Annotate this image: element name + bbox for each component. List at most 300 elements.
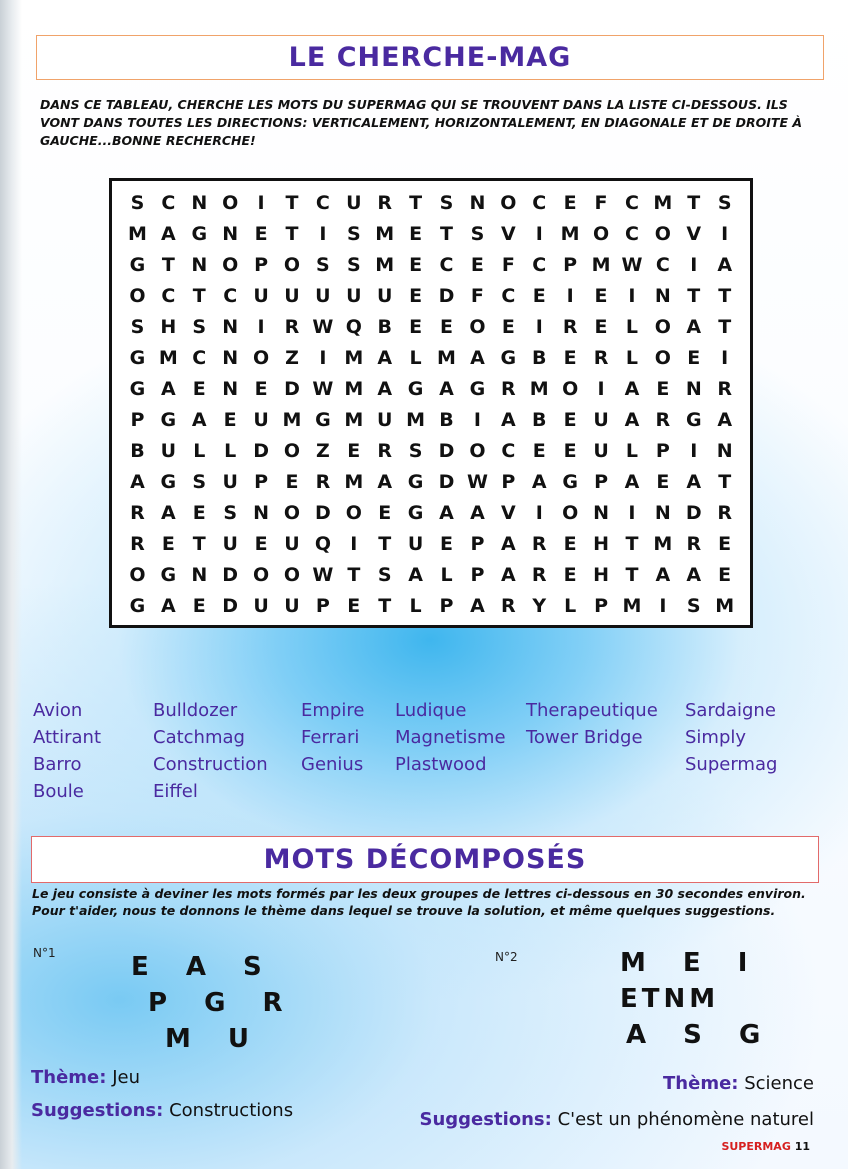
grid-cell: V: [500, 222, 516, 245]
grid-cell: T: [161, 253, 175, 276]
grid-cell: E: [532, 439, 546, 462]
grid-cell: D: [222, 563, 239, 586]
mots-decomposes-title: MOTS DÉCOMPOSÉS: [263, 844, 587, 875]
grid-cell: D: [438, 284, 455, 307]
grid-cell: Q: [314, 532, 331, 555]
grid-cell: G: [500, 346, 517, 369]
puzzle1-sugg-value: Constructions: [169, 1100, 294, 1121]
grid-cell: P: [563, 253, 578, 276]
puzzle2-number: N°2: [495, 950, 518, 964]
grid-cell: A: [500, 563, 516, 586]
grid-cell: C: [161, 191, 176, 214]
cherche-mag-instructions: DANS CE TABLEAU, CHERCHE LES MOTS DU SUPERMAG QUI SE TROUVENT DANS LA LISTE CI-DESSOUS. ILS VONT DANS TOUTES LES DIRECTIONS: VERTICALEMENT, HORIZONTALEMENT, EN DIAGONALE ET DE DROITE À GAUCHE...BONNE RECHERCHE!: [40, 97, 803, 148]
grid-cell: I: [659, 594, 667, 617]
cherche-mag-banner: [36, 35, 824, 80]
grid-cell: G: [160, 408, 177, 431]
grid-cell: T: [285, 191, 299, 214]
grid-cell: E: [409, 253, 423, 276]
grid-cell: D: [438, 439, 455, 462]
grid-cell: G: [160, 563, 177, 586]
grid-cell: U: [315, 284, 331, 307]
grid-cell: N: [469, 191, 486, 214]
grid-cell: M: [344, 408, 364, 431]
grid-cell: G: [315, 408, 331, 431]
grid-row: [122, 342, 740, 373]
word-list-column: [526, 697, 658, 751]
grid-row: [122, 497, 740, 528]
word-list-item: Boule: [33, 781, 84, 802]
grid-cell: C: [315, 191, 330, 214]
grid-cell: A: [130, 470, 145, 493]
grid-row: [122, 528, 740, 559]
word-list-column: [395, 697, 506, 778]
cherche-mag-title: LE CHERCHE-MAG: [288, 42, 572, 73]
word-list-column: [685, 697, 777, 778]
grid-cell: U: [284, 594, 300, 617]
grid-row: [122, 311, 740, 342]
grid-cell: O: [562, 501, 579, 524]
grid-cell: E: [594, 315, 608, 338]
page-binding: [0, 0, 22, 1169]
grid-cell: S: [377, 563, 392, 586]
grid-cell: U: [407, 532, 424, 555]
grid-cell: O: [283, 439, 301, 462]
word-list-item: Barro: [33, 754, 82, 775]
grid-cell: T: [409, 191, 423, 214]
grid-cell: A: [686, 563, 702, 586]
grid-cell: S: [223, 501, 238, 524]
grid-cell: G: [129, 594, 146, 617]
grid-cell: L: [409, 594, 422, 617]
grid-cell: L: [625, 315, 638, 338]
grid-row: [122, 280, 740, 311]
grid-cell: R: [686, 532, 702, 555]
word-list-item: Ferrari: [301, 727, 360, 748]
grid-cell: M: [127, 222, 147, 245]
grid-cell: P: [315, 594, 330, 617]
grid-cell: N: [654, 501, 671, 524]
grid-cell: O: [283, 253, 301, 276]
grid-cell: V: [500, 501, 516, 524]
grid-cell: Q: [345, 315, 362, 338]
grid-cell: P: [254, 253, 269, 276]
puzzle1-letters-line3: M U: [165, 1024, 264, 1054]
grid-cell: E: [161, 532, 175, 555]
grid-cell: R: [562, 315, 578, 338]
grid-row: [122, 404, 740, 435]
grid-cell: A: [624, 408, 640, 431]
grid-row: [122, 249, 740, 280]
grid-cell: E: [563, 408, 577, 431]
grid-cell: C: [624, 222, 639, 245]
grid-cell: N: [222, 315, 239, 338]
grid-cell: O: [562, 377, 579, 400]
grid-cell: U: [253, 284, 269, 307]
grid-cell: S: [192, 470, 207, 493]
grid-row: [122, 466, 740, 497]
grid-cell: H: [593, 563, 609, 586]
grid-cell: E: [378, 501, 392, 524]
grid-cell: F: [470, 284, 484, 307]
word-list-item: Catchmag: [153, 727, 245, 748]
word-list-item: Bulldozer: [153, 700, 238, 721]
grid-cell: S: [470, 222, 485, 245]
grid-cell: U: [593, 439, 609, 462]
grid-cell: S: [346, 253, 361, 276]
grid-cell: I: [257, 315, 265, 338]
word-list-item: Construction: [153, 754, 268, 775]
grid-cell: S: [130, 315, 145, 338]
grid-cell: U: [284, 284, 300, 307]
grid-cell: N: [222, 222, 239, 245]
grid-cell: C: [161, 284, 176, 307]
grid-cell: H: [160, 315, 177, 338]
grid-cell: R: [501, 594, 516, 617]
puzzle1-theme: [31, 1067, 140, 1088]
word-list-item: Empire: [301, 700, 365, 721]
grid-cell: E: [594, 284, 608, 307]
grid-cell: B: [130, 439, 145, 462]
grid-row: [122, 559, 740, 590]
grid-cell: C: [532, 253, 547, 276]
footer-brand: SUPERMAG: [721, 1140, 791, 1153]
grid-cell: E: [656, 470, 670, 493]
grid-cell: E: [347, 594, 361, 617]
grid-cell: D: [438, 470, 455, 493]
grid-cell: E: [501, 315, 515, 338]
grid-cell: G: [191, 222, 208, 245]
grid-cell: G: [407, 377, 424, 400]
grid-cell: G: [469, 377, 486, 400]
word-list-item: Attirant: [33, 727, 102, 748]
grid-cell: E: [563, 439, 577, 462]
grid-cell: T: [192, 284, 206, 307]
puzzle2-letters-line3: A S G: [626, 1020, 775, 1050]
grid-cell: S: [346, 222, 361, 245]
grid-cell: M: [653, 191, 673, 214]
grid-cell: I: [473, 408, 481, 431]
grid-cell: F: [594, 191, 608, 214]
grid-cell: A: [655, 563, 671, 586]
puzzle2-theme-label: Thème:: [663, 1073, 739, 1094]
grid-cell: P: [470, 563, 485, 586]
grid-cell: A: [470, 594, 485, 617]
puzzle2-theme: [663, 1073, 814, 1094]
grid-cell: M: [282, 408, 302, 431]
grid-cell: G: [129, 346, 146, 369]
grid-cell: S: [717, 191, 732, 214]
grid-cell: U: [284, 532, 300, 555]
grid-cell: R: [531, 563, 547, 586]
grid-cell: O: [345, 501, 362, 524]
grid-cell: T: [378, 594, 392, 617]
grid-cell: T: [192, 532, 206, 555]
grid-cell: L: [625, 346, 638, 369]
grid-cell: B: [377, 315, 392, 338]
grid-cell: R: [130, 501, 145, 524]
grid-cell: P: [594, 594, 609, 617]
puzzle1-number: N°1: [33, 946, 56, 960]
grid-cell: O: [283, 501, 301, 524]
grid-cell: A: [161, 501, 176, 524]
grid-cell: E: [254, 222, 268, 245]
grid-cell: E: [192, 377, 206, 400]
word-list-column: [33, 697, 101, 805]
grid-cell: E: [440, 532, 453, 555]
puzzle1-theme-label: Thème:: [31, 1067, 107, 1088]
grid-cell: M: [344, 470, 364, 493]
grid-cell: G: [160, 470, 177, 493]
grid-cell: M: [344, 377, 364, 400]
grid-cell: P: [655, 439, 670, 462]
puzzle2-suggestions: [420, 1109, 815, 1130]
puzzle2-letters-line1: M E I: [620, 948, 762, 978]
grid-cell: O: [654, 222, 671, 245]
grid-cell: E: [254, 532, 268, 555]
grid-cell: M: [560, 222, 580, 245]
grid-cell: A: [686, 470, 702, 493]
grid-cell: U: [222, 470, 238, 493]
grid-cell: N: [222, 377, 239, 400]
grid-cell: U: [376, 408, 393, 431]
grid-cell: B: [531, 346, 547, 369]
grid-cell: I: [721, 346, 729, 369]
grid-cell: I: [597, 377, 605, 400]
grid-cell: E: [718, 532, 732, 555]
word-list-item: Magnetisme: [395, 727, 506, 748]
grid-cell: S: [408, 439, 423, 462]
grid-cell: G: [562, 470, 578, 493]
puzzle1-letters-line1: E A S: [131, 952, 276, 982]
grid-cell: R: [377, 439, 393, 462]
grid-cell: A: [161, 222, 176, 245]
grid-cell: C: [501, 284, 516, 307]
puzzle1-letters-line2: P G R: [148, 988, 297, 1018]
grid-cell: M: [591, 253, 611, 276]
grid-cell: U: [222, 532, 238, 555]
grid-cell: E: [223, 408, 237, 431]
grid-cell: I: [319, 222, 327, 245]
grid-cell: E: [563, 563, 577, 586]
grid-cell: R: [284, 315, 300, 338]
grid-cell: U: [593, 408, 609, 431]
grid-cell: O: [469, 439, 486, 462]
grid-cell: M: [344, 346, 364, 369]
word-search-grid: [109, 178, 753, 628]
grid-cell: E: [440, 315, 453, 338]
grid-cell: S: [686, 594, 701, 617]
page-footer: [721, 1140, 810, 1153]
grid-cell: D: [284, 377, 300, 400]
grid-cell: A: [500, 532, 516, 555]
grid-cell: E: [470, 253, 484, 276]
grid-cell: P: [130, 408, 145, 431]
grid-cell: C: [655, 253, 670, 276]
grid-cell: T: [718, 315, 732, 338]
grid-cell: I: [690, 439, 698, 462]
grid-cell: O: [222, 253, 239, 276]
grid-cell: E: [192, 501, 206, 524]
grid-cell: D: [253, 439, 269, 462]
grid-cell: M: [437, 346, 456, 369]
grid-cell: R: [130, 532, 145, 555]
grid-cell: A: [161, 594, 176, 617]
word-list-item: Avion: [33, 700, 83, 721]
grid-cell: Y: [532, 594, 547, 617]
puzzle2-sugg-value: C'est un phénomène naturel: [557, 1109, 814, 1130]
grid-cell: A: [624, 470, 640, 493]
grid-cell: R: [717, 501, 732, 524]
grid-cell: L: [625, 439, 638, 462]
grid-cell: A: [377, 346, 393, 369]
grid-cell: N: [716, 439, 733, 462]
word-list-item: Genius: [301, 754, 364, 775]
grid-cell: S: [316, 253, 330, 276]
grid-cell: U: [376, 284, 393, 307]
grid-cell: G: [129, 253, 146, 276]
mots-decomposes-banner: [31, 836, 819, 883]
grid-cell: I: [628, 501, 636, 524]
grid-cell: O: [592, 222, 610, 245]
grid-cell: A: [408, 563, 423, 586]
grid-cell: U: [346, 284, 362, 307]
grid-cell: E: [656, 377, 670, 400]
grid-cell: P: [254, 470, 269, 493]
grid-cell: A: [377, 377, 393, 400]
grid-cell: M: [622, 594, 642, 617]
grid-cell: D: [222, 594, 239, 617]
grid-cell: P: [470, 532, 485, 555]
grid-cell: U: [160, 439, 177, 462]
word-list-item: Supermag: [685, 754, 778, 775]
grid-cell: I: [350, 532, 358, 555]
grid-cell: E: [563, 532, 577, 555]
grid-cell: N: [253, 501, 270, 524]
grid-cell: E: [409, 284, 423, 307]
puzzle2-theme-value: Science: [744, 1073, 814, 1094]
grid-cell: L: [224, 439, 237, 462]
grid-cell: A: [500, 408, 516, 431]
grid-row: [122, 590, 740, 621]
grid-cell: I: [721, 222, 729, 245]
grid-cell: E: [285, 470, 299, 493]
grid-cell: O: [283, 563, 301, 586]
grid-cell: E: [192, 594, 206, 617]
puzzle2-letters-line2: ETNM: [620, 984, 720, 1014]
grid-cell: P: [439, 594, 454, 617]
grid-cell: O: [654, 315, 671, 338]
grid-cell: O: [129, 563, 146, 586]
grid-cell: A: [439, 501, 454, 524]
grid-cell: S: [130, 191, 145, 214]
grid-cell: L: [193, 439, 206, 462]
word-list-item: Tower Bridge: [526, 727, 643, 748]
grid-cell: H: [593, 532, 609, 555]
word-list-item: Plastwood: [395, 754, 487, 775]
grid-cell: R: [315, 470, 331, 493]
grid-cell: M: [653, 532, 673, 555]
grid-cell: N: [191, 253, 208, 276]
word-list-item: Sardaigne: [685, 700, 776, 721]
grid-cell: E: [409, 222, 423, 245]
puzzle1-sugg-label: Suggestions:: [31, 1100, 164, 1121]
grid-cell: E: [254, 377, 268, 400]
grid-cell: A: [717, 408, 733, 431]
grid-cell: W: [312, 377, 334, 400]
grid-cell: I: [690, 253, 698, 276]
grid-cell: I: [319, 346, 327, 369]
grid-cell: E: [718, 563, 732, 586]
grid-cell: I: [257, 191, 265, 214]
grid-cell: R: [377, 191, 393, 214]
grid-cell: S: [439, 191, 454, 214]
grid-cell: N: [191, 191, 208, 214]
grid-cell: M: [375, 222, 395, 245]
grid-row: [122, 373, 740, 404]
grid-cell: W: [312, 315, 334, 338]
puzzle2-sugg-label: Suggestions:: [419, 1109, 552, 1130]
grid-cell: A: [161, 377, 176, 400]
grid-cell: L: [564, 594, 577, 617]
grid-cell: N: [685, 377, 702, 400]
grid-cell: Z: [316, 439, 330, 462]
word-list-column: [301, 697, 364, 778]
grid-cell: A: [470, 501, 485, 524]
grid-cell: I: [628, 284, 636, 307]
grid-cell: O: [654, 346, 671, 369]
grid-cell: W: [466, 470, 488, 493]
grid-cell: G: [685, 408, 702, 431]
grid-cell: T: [285, 222, 299, 245]
grid-cell: C: [192, 346, 207, 369]
grid-cell: O: [129, 284, 146, 307]
grid-cell: E: [563, 191, 577, 214]
grid-cell: T: [378, 532, 392, 555]
grid-cell: C: [501, 439, 516, 462]
grid-cell: U: [253, 594, 269, 617]
grid-cell: T: [687, 191, 701, 214]
grid-cell: W: [621, 253, 643, 276]
grid-cell: T: [625, 532, 639, 555]
grid-cell: M: [715, 594, 735, 617]
puzzle1-suggestions: [31, 1100, 293, 1121]
grid-cell: R: [655, 408, 671, 431]
grid-cell: F: [501, 253, 515, 276]
grid-cell: L: [440, 563, 453, 586]
grid-cell: A: [439, 377, 454, 400]
grid-cell: T: [718, 470, 732, 493]
grid-cell: T: [347, 563, 361, 586]
grid-cell: E: [563, 346, 577, 369]
grid-cell: A: [624, 377, 640, 400]
grid-cell: A: [717, 253, 733, 276]
grid-cell: C: [532, 191, 547, 214]
grid-cell: R: [501, 377, 516, 400]
grid-cell: I: [566, 284, 574, 307]
grid-cell: R: [593, 346, 609, 369]
grid-cell: M: [158, 346, 178, 369]
grid-cell: I: [535, 315, 543, 338]
grid-cell: E: [409, 315, 423, 338]
grid-cell: C: [439, 253, 454, 276]
grid-cell: W: [312, 563, 334, 586]
grid-cell: T: [687, 284, 701, 307]
grid-cell: B: [439, 408, 454, 431]
grid-cell: M: [406, 408, 426, 431]
grid-cell: E: [687, 346, 701, 369]
grid-cell: R: [717, 377, 732, 400]
grid-row: [122, 435, 740, 466]
